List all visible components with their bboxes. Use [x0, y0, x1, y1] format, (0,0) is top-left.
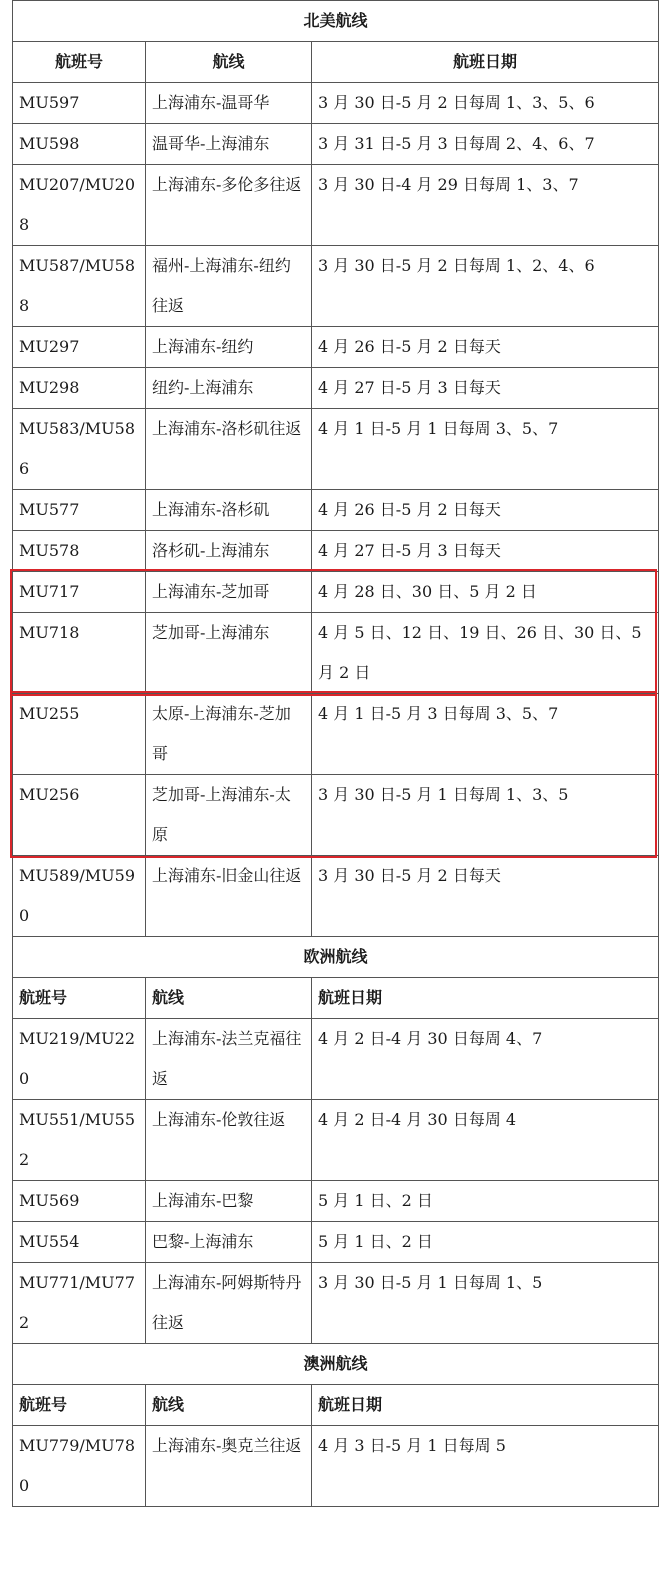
header-route: 航线 — [146, 42, 312, 83]
flight-dates-cell: 4 月 26 日-5 月 2 日每天 — [312, 490, 659, 531]
flight-dates-cell: 5 月 1 日、2 日 — [312, 1222, 659, 1263]
flight-number-cell: MU583/MU586 — [13, 409, 146, 490]
route-cell: 上海浦东-芝加哥 — [146, 572, 312, 613]
table-row — [13, 531, 659, 572]
flight-dates-cell: 4 月 27 日-5 月 3 日每天 — [312, 531, 659, 572]
route-cell: 上海浦东-温哥华 — [146, 83, 312, 124]
flight-number-cell: MU598 — [13, 124, 146, 165]
section-title-row — [13, 937, 659, 978]
flight-dates-cell: 4 月 5 日、12 日、19 日、26 日、30 日、5 月 2 日 — [312, 613, 659, 694]
flight-dates-cell: 4 月 3 日-5 月 1 日每周 5 — [312, 1426, 659, 1507]
flight-number-cell: MU256 — [13, 775, 146, 856]
column-header-row — [13, 978, 659, 1019]
route-cell: 上海浦东-多伦多往返 — [146, 165, 312, 246]
route-cell: 纽约-上海浦东 — [146, 368, 312, 409]
flight-number-cell: MU569 — [13, 1181, 146, 1222]
table-row — [13, 1181, 659, 1222]
flight-dates-cell: 3 月 30 日-5 月 2 日每天 — [312, 856, 659, 937]
table-row — [13, 409, 659, 490]
flight-dates-cell: 3 月 30 日-5 月 1 日每周 1、3、5 — [312, 775, 659, 856]
flight-dates-cell: 3 月 30 日-5 月 2 日每周 1、3、5、6 — [312, 83, 659, 124]
route-cell: 芝加哥-上海浦东-太原 — [146, 775, 312, 856]
table-row — [13, 694, 659, 775]
flight-dates-cell: 3 月 30 日-5 月 1 日每周 1、5 — [312, 1263, 659, 1344]
flight-number-cell: MU297 — [13, 327, 146, 368]
route-cell: 上海浦东-奥克兰往返 — [146, 1426, 312, 1507]
table-row — [13, 165, 659, 246]
table-row — [13, 327, 659, 368]
header-flight-dates: 航班日期 — [312, 978, 659, 1019]
route-cell: 上海浦东-阿姆斯特丹往返 — [146, 1263, 312, 1344]
table-row — [13, 1426, 659, 1507]
flight-number-cell: MU779/MU780 — [13, 1426, 146, 1507]
table-row — [13, 856, 659, 937]
route-cell: 洛杉矶-上海浦东 — [146, 531, 312, 572]
header-flight-number: 航班号 — [13, 978, 146, 1019]
header-flight-number: 航班号 — [13, 42, 146, 83]
flight-dates-cell: 4 月 1 日-5 月 1 日每周 3、5、7 — [312, 409, 659, 490]
header-flight-dates: 航班日期 — [312, 1385, 659, 1426]
table-row — [13, 490, 659, 531]
flight-dates-cell: 4 月 2 日-4 月 30 日每周 4、7 — [312, 1019, 659, 1100]
flight-number-cell: MU597 — [13, 83, 146, 124]
flight-dates-cell: 4 月 27 日-5 月 3 日每天 — [312, 368, 659, 409]
flight-dates-cell: 4 月 2 日-4 月 30 日每周 4 — [312, 1100, 659, 1181]
route-cell: 上海浦东-洛杉矶往返 — [146, 409, 312, 490]
route-cell: 太原-上海浦东-芝加哥 — [146, 694, 312, 775]
flight-dates-cell: 4 月 1 日-5 月 3 日每周 3、5、7 — [312, 694, 659, 775]
column-header-row — [13, 1385, 659, 1426]
flight-dates-cell: 5 月 1 日、2 日 — [312, 1181, 659, 1222]
table-row — [13, 368, 659, 409]
table-row — [13, 572, 659, 613]
flight-number-cell: MU554 — [13, 1222, 146, 1263]
flight-number-cell: MU219/MU220 — [13, 1019, 146, 1100]
route-cell: 上海浦东-伦敦往返 — [146, 1100, 312, 1181]
route-cell: 芝加哥-上海浦东 — [146, 613, 312, 694]
flight-number-cell: MU298 — [13, 368, 146, 409]
flight-number-cell: MU551/MU552 — [13, 1100, 146, 1181]
table-row — [13, 83, 659, 124]
flight-dates-cell: 4 月 28 日、30 日、5 月 2 日 — [312, 572, 659, 613]
route-cell: 上海浦东-旧金山往返 — [146, 856, 312, 937]
flight-number-cell: MU589/MU590 — [13, 856, 146, 937]
section-title: 北美航线 — [13, 1, 659, 42]
route-cell: 上海浦东-巴黎 — [146, 1181, 312, 1222]
flight-dates-cell: 3 月 30 日-5 月 2 日每周 1、2、4、6 — [312, 246, 659, 327]
table-row — [13, 775, 659, 856]
flight-number-cell: MU255 — [13, 694, 146, 775]
flight-number-cell: MU577 — [13, 490, 146, 531]
table-row — [13, 1019, 659, 1100]
route-cell: 福州-上海浦东-纽约 往返 — [146, 246, 312, 327]
table-row — [13, 246, 659, 327]
section-title: 澳洲航线 — [13, 1344, 659, 1385]
section-title-row — [13, 1, 659, 42]
route-cell: 巴黎-上海浦东 — [146, 1222, 312, 1263]
table-row — [13, 613, 659, 694]
flight-schedule-body — [13, 1, 659, 1507]
table-row — [13, 1100, 659, 1181]
flight-number-cell: MU717 — [13, 572, 146, 613]
header-route: 航线 — [146, 1385, 312, 1426]
flight-dates-cell: 3 月 31 日-5 月 3 日每周 2、4、6、7 — [312, 124, 659, 165]
flight-schedule-document — [12, 0, 658, 1507]
table-row — [13, 1263, 659, 1344]
flight-number-cell: MU718 — [13, 613, 146, 694]
route-cell: 温哥华-上海浦东 — [146, 124, 312, 165]
header-flight-number: 航班号 — [13, 1385, 146, 1426]
flight-number-cell: MU587/MU588 — [13, 246, 146, 327]
route-cell: 上海浦东-纽约 — [146, 327, 312, 368]
table-row — [13, 1222, 659, 1263]
route-cell: 上海浦东-洛杉矶 — [146, 490, 312, 531]
flight-number-cell: MU207/MU208 — [13, 165, 146, 246]
flight-schedule-table — [12, 0, 659, 1507]
table-row — [13, 124, 659, 165]
route-cell: 上海浦东-法兰克福往返 — [146, 1019, 312, 1100]
flight-dates-cell: 4 月 26 日-5 月 2 日每天 — [312, 327, 659, 368]
flight-dates-cell: 3 月 30 日-4 月 29 日每周 1、3、7 — [312, 165, 659, 246]
flight-number-cell: MU578 — [13, 531, 146, 572]
column-header-row — [13, 42, 659, 83]
section-title: 欧洲航线 — [13, 937, 659, 978]
section-title-row — [13, 1344, 659, 1385]
header-flight-dates: 航班日期 — [312, 42, 659, 83]
header-route: 航线 — [146, 978, 312, 1019]
flight-number-cell: MU771/MU772 — [13, 1263, 146, 1344]
